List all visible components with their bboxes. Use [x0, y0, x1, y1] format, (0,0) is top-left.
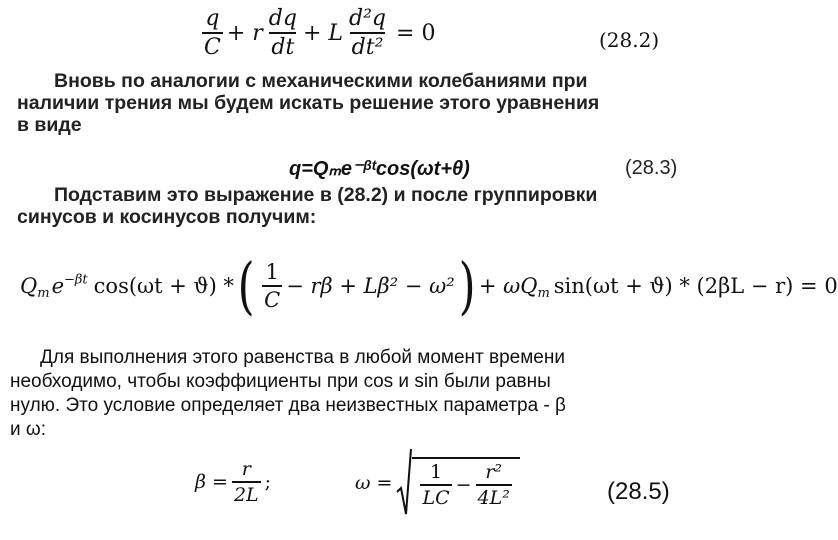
- denominator: dt²: [350, 32, 386, 60]
- sin-term: sin(ωt + ϑ) * (2βL − r) = 0: [553, 274, 838, 298]
- fraction-dq-dt: [267, 6, 299, 60]
- fraction-q-over-c: [202, 6, 223, 60]
- paragraph-line: Подставим это выражение в (28.2) и после группировки: [54, 184, 598, 206]
- square-root: [396, 448, 519, 518]
- fraction-1-over-c: [262, 260, 282, 312]
- left-paren: (: [237, 249, 255, 322]
- omega-label: ω =: [355, 472, 393, 494]
- beta-label: β =: [195, 471, 228, 493]
- numerator: d²q: [349, 6, 387, 31]
- fraction-d2q-dt2: [347, 6, 388, 60]
- denominator: dt: [269, 32, 296, 60]
- equals-zero: = 0: [396, 20, 436, 46]
- equation-28-2: [198, 6, 435, 60]
- paragraph-line: необходимо, чтобы коэффициенты при cos и sin были равны: [10, 371, 551, 392]
- denominator: C: [262, 285, 282, 312]
- paragraph-line: и ω:: [10, 419, 47, 440]
- paragraph-analogy: [17, 70, 707, 136]
- numerator: r: [241, 458, 251, 480]
- paragraph-substitute: [17, 184, 707, 228]
- equation-number-28-3: (28.3): [625, 157, 678, 179]
- numerator: 1: [429, 461, 443, 483]
- right-paren: ): [458, 249, 476, 322]
- paragraph-line: Вновь по аналогии с механическими колебаниями при: [54, 70, 588, 92]
- radical-sign-icon: [396, 448, 412, 518]
- inner-terms: − rβ + Lβ² − ω²: [286, 274, 455, 298]
- paragraph-line: синусов и косинусов получим:: [17, 206, 317, 228]
- term-l: + L: [302, 20, 344, 46]
- term-r: + r: [226, 20, 263, 46]
- fraction-r2-over-4l2: [476, 461, 512, 509]
- paragraph-line: Для выполнения этого равенства в любой момент времени: [40, 347, 565, 368]
- paragraph-line: наличии трения мы будем искать решение этого уравнения: [17, 92, 600, 114]
- minus-sign: −: [455, 474, 472, 496]
- numerator: dq: [268, 6, 297, 31]
- cos-term: cos(ωt + ϑ) *: [93, 274, 234, 298]
- numerator: q: [205, 6, 220, 31]
- equation-omega: [355, 448, 520, 518]
- paragraph-line: в виде: [17, 114, 82, 136]
- paragraph-line: нулю. Это условие определяет два неизвестных параметра - β: [10, 395, 566, 416]
- numerator: 1: [265, 260, 279, 284]
- denominator: LC: [420, 484, 451, 509]
- amplitude-q: $Q_m$: [20, 274, 50, 301]
- exponential: $e^{-\beta t}$: [51, 272, 88, 298]
- denominator: C: [202, 32, 223, 60]
- numerator: r²: [485, 461, 503, 483]
- denominator: 4L²: [476, 484, 512, 509]
- fraction-r-over-2l: [232, 458, 261, 506]
- equation-beta: [195, 458, 271, 506]
- equation-combined: [20, 249, 838, 322]
- semicolon: ;: [264, 471, 272, 493]
- radicand: [412, 457, 519, 509]
- denominator: 2L: [232, 481, 261, 506]
- equation-28-3: [289, 156, 470, 181]
- formula-text: q=Qₘe⁻ᵝᵗcos(ωt+θ): [289, 158, 470, 180]
- equation-number-28-5: (28.5): [607, 478, 670, 505]
- equation-number-28-2: (28.2): [599, 28, 660, 52]
- fraction-1-over-lc: [420, 461, 451, 509]
- paragraph-condition: [10, 346, 715, 442]
- omega-q-term: + $\omega Q_m$: [478, 274, 550, 301]
